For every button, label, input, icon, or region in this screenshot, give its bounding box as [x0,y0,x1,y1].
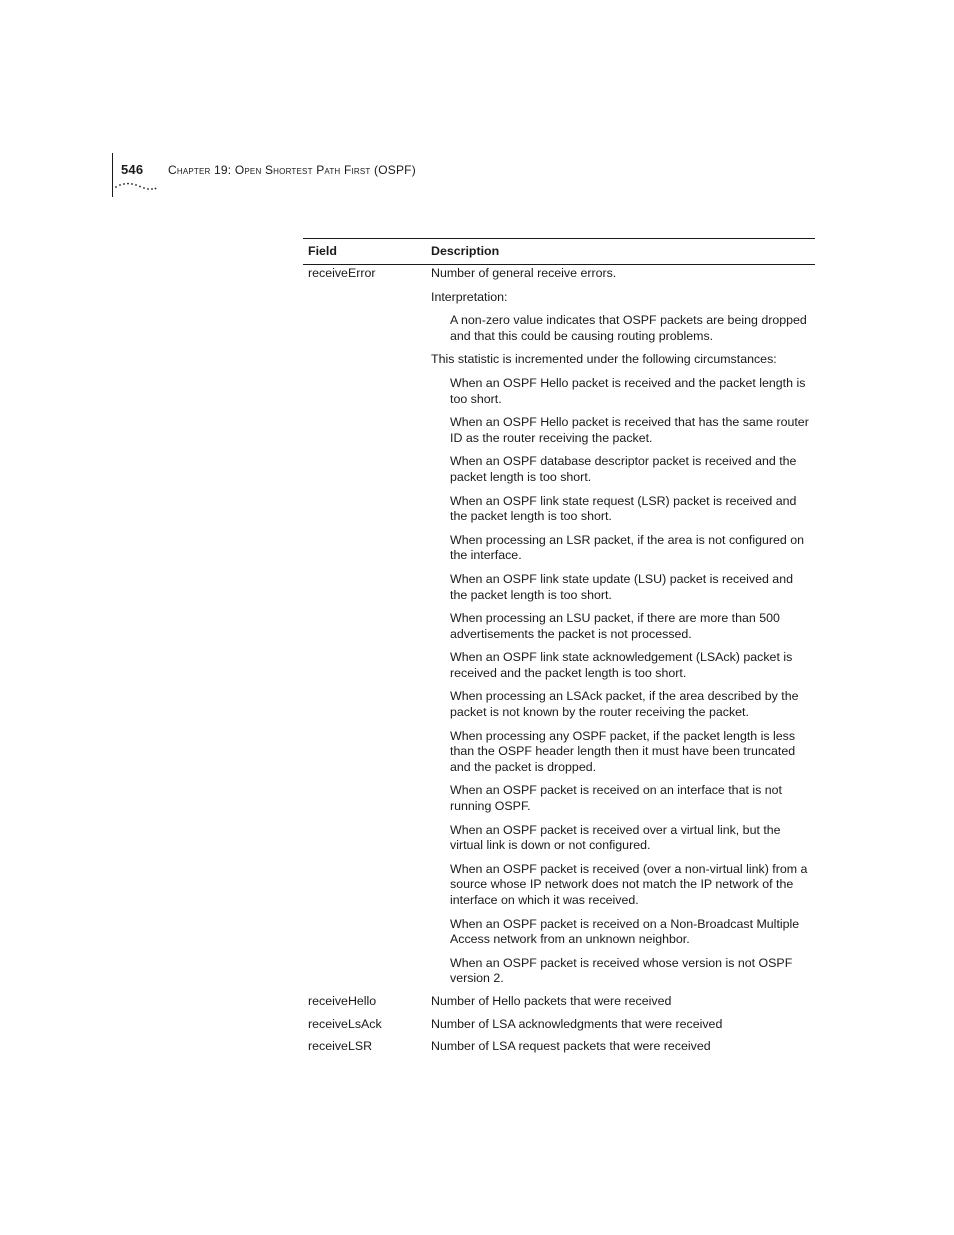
chapter-title: Chapter 19: Open Shortest Path First (OSPF) [168,163,416,177]
indented-paragraph: When an OSPF link state update (LSU) packet is received and the packet length is too short. [450,571,793,602]
description-cell [431,1039,813,1055]
field-name-cell: receiveLsAck [308,1016,382,1031]
indented-paragraph: When an OSPF Hello packet is received that has the same router ID as the router receiving the packet. [450,415,809,445]
description-cell [431,1017,813,1033]
description-cell [431,266,813,987]
indented-paragraph: When an OSPF Hello packet is received and the packet length is too short. [450,375,806,406]
indented-paragraph: When an OSPF packet is received on an interface that is not running OSPF. [450,783,782,814]
description-paragraph: Number of LSA acknowledgments that were received [431,1016,723,1031]
indented-paragraph: A non-zero value indicates that OSPF packets are being dropped and that this could be causing routing problems. [450,313,807,343]
description-paragraph: This statistic is incremented under the following circumstances: [431,352,777,367]
page-header [112,153,512,198]
indented-paragraph: When an OSPF packet is received over a virtual link, but the virtual link is down or not configured. [450,822,781,853]
field-name-cell: receiveLSR [308,1039,373,1054]
page-number: 546 [121,162,144,177]
field-name-cell: receiveError [308,266,376,280]
indented-paragraph: When processing an LSAck packet, if the area described by the packet is not known by the router receiving the packet. [450,689,799,720]
indented-paragraph: When an OSPF link state acknowledgement (LSAck) packet is received and the packet length is too short. [450,650,793,680]
description-paragraph: Number of Hello packets that were received [431,993,672,1008]
description-cell [431,994,813,1010]
dotted-ornament-icon [113,181,157,193]
field-name-cell: receiveHello [308,993,377,1008]
column-header-field: Field [308,244,337,258]
column-header-description: Description [431,244,500,258]
indented-paragraph: When an OSPF packet is received (over a non-virtual link) from a source whose IP network does not match the IP network of the interface on which it was received. [450,861,808,907]
indented-paragraph: When an OSPF link state request (LSR) packet is received and the packet length is too short. [450,493,797,524]
field-description-table [303,238,815,1055]
indented-paragraph: When an OSPF database descriptor packet is received and the packet length is too short. [450,454,797,484]
description-paragraph: Number of LSA request packets that were received [431,1039,711,1054]
indented-paragraph: When processing any OSPF packet, if the packet length is less than the OSPF header length then it must have been truncated and the packet is dropped. [450,728,796,774]
indented-paragraph: When an OSPF packet is received whose version is not OSPF version 2. [450,955,793,986]
table-body [303,266,815,1055]
description-paragraph: Interpretation: [431,289,508,304]
description-paragraph: Number of general receive errors. [431,266,617,280]
indented-paragraph: When an OSPF packet is received on a Non-Broadcast Multiple Access network from an unknown neighbor. [450,916,800,947]
indented-paragraph: When processing an LSU packet, if there are more than 500 advertisements the packet is not processed. [450,611,780,641]
table-header [303,238,815,265]
indented-paragraph: When processing an LSR packet, if the area is not configured on the interface. [450,532,805,563]
table-row [303,1039,815,1055]
table-row [303,266,815,987]
table-row [303,1017,815,1033]
table-row [303,994,815,1010]
